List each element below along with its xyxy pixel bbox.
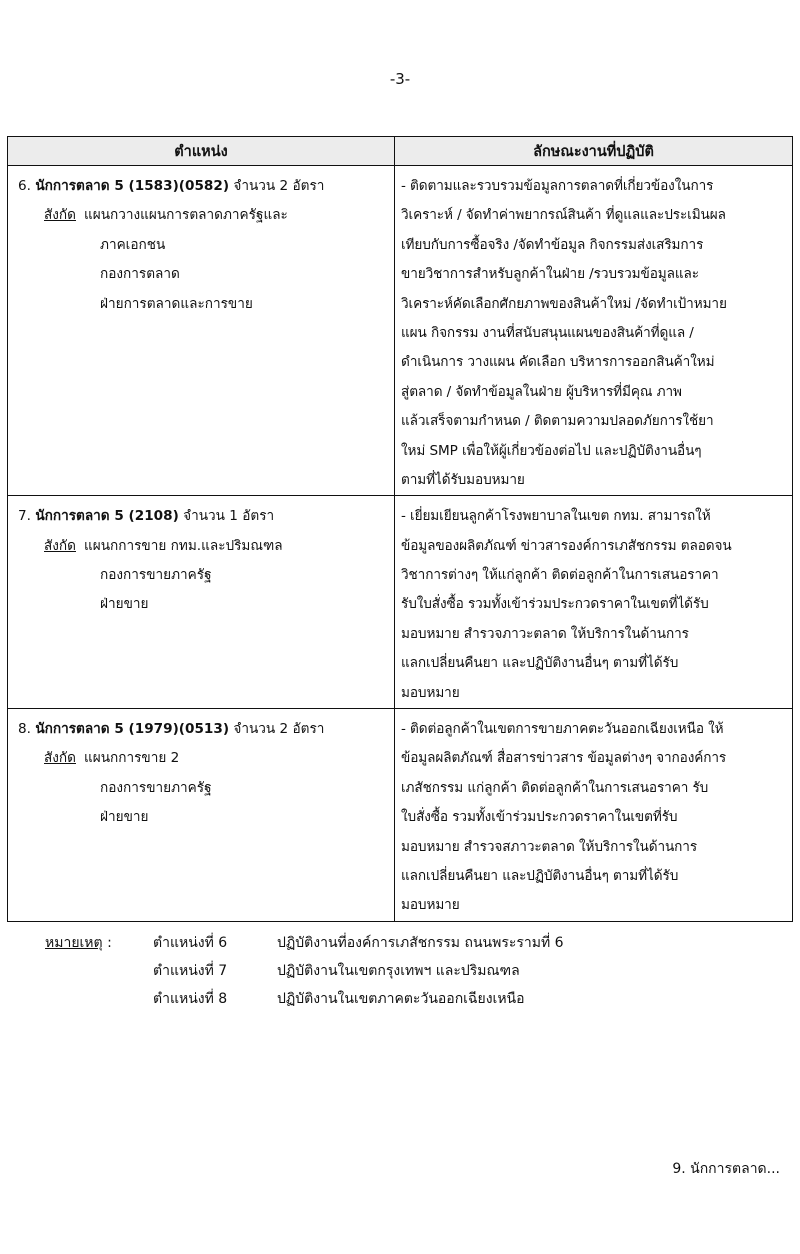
affiliation-line <box>18 590 388 619</box>
header-position: ตำแหน่ง <box>8 137 395 166</box>
duty-line: แผน กิจกรรม งานที่สนับสนุนแผนของสินค้าที่ดูแล / <box>401 324 694 341</box>
position-number: 7. <box>18 508 31 525</box>
note-text: ปฏิบัติงานในเขตภาคตะวันออกเฉียงเหนือ <box>277 991 525 1007</box>
duties-cell <box>395 166 793 496</box>
affiliation-label: สังกัด <box>44 207 76 224</box>
position-title: นักการตลาด 5 (2108) <box>35 508 179 525</box>
duty-line: มอบหมาย <box>401 897 460 914</box>
notes-label-wrap <box>45 930 153 956</box>
affiliation-text: ฝ่ายขาย <box>100 809 149 826</box>
duty-line: - เยี่ยมเยียนลูกค้าโรงพยาบาลในเขต กทม. สามารถให้ <box>401 508 711 525</box>
position-title-line <box>18 715 388 744</box>
duty-line: ข้อมูลผลิตภัณฑ์ สื่อสารข่าวสาร ข้อมูลต่างๆ จากองค์การ <box>401 750 727 767</box>
affiliation-text: ฝ่ายการตลาดและการขาย <box>100 295 253 312</box>
note-row <box>45 930 564 958</box>
affiliation-line <box>18 774 388 803</box>
position-number: 6. <box>18 178 31 194</box>
duty-line: แล้วเสร็จตามกำหนด / ติดตามความปลอดภัยการใช้ยา <box>401 413 714 430</box>
table-row <box>8 709 793 922</box>
continuation-reference: 9. นักการตลาด... <box>672 1161 780 1177</box>
affiliation-label: สังกัด <box>44 750 76 767</box>
notes-section <box>45 930 564 1014</box>
position-title: นักการตลาด 5 (1583)(0582) <box>35 178 230 194</box>
positions-table <box>7 136 793 922</box>
position-cell <box>8 496 395 709</box>
position-title-line <box>18 172 388 201</box>
affiliation-text: กองการขายภาครัฐ <box>100 567 212 584</box>
notes-label: หมายเหตุ <box>45 935 103 951</box>
note-position: ตำแหน่งที่ 6 <box>153 935 228 951</box>
duty-line: มอบหมาย สำรวจภาวะตลาด ให้บริการในด้านการ <box>401 625 689 642</box>
affiliation-line <box>18 803 388 832</box>
duty-line: - ติดตามและรวบรวมข้อมูลการตลาดที่เกี่ยวข้องในการ <box>401 178 714 194</box>
duty-line: มอบหมาย <box>401 684 460 701</box>
duty-line: วิเคราะห์คัดเลือกศักยภาพของสินค้าใหม่ /จัดทำเป้าหมาย <box>401 295 727 312</box>
affiliation-text: แผนกการขาย 2 <box>84 750 180 767</box>
page-number: -3- <box>389 70 411 88</box>
affiliation-label: สังกัด <box>44 537 76 554</box>
position-count: จำนวน 1 อัตรา <box>183 508 275 525</box>
position-title-line <box>18 502 388 531</box>
affiliation-text: ฝ่ายขาย <box>100 596 149 613</box>
note-row <box>45 986 564 1014</box>
duties-cell <box>395 709 793 922</box>
duty-line: ใบสั่งซื้อ รวมทั้งเข้าร่วมประกวดราคาในเขตที่รับ <box>401 809 678 826</box>
duty-line: วิชาการต่างๆ ให้แก่ลูกค้า ติดต่อลูกค้าในการเสนอราคา <box>401 567 719 584</box>
affiliation-line <box>18 260 388 289</box>
affiliation-text: กองการตลาด <box>100 266 180 283</box>
note-text: ปฏิบัติงานในเขตกรุงเทพฯ และปริมณฑล <box>277 963 520 979</box>
duty-line: ข้อมูลของผลิตภัณฑ์ ข่าวสารองค์การเภสัชกรรม ตลอดจน <box>401 537 732 554</box>
affiliation-line <box>18 561 388 590</box>
affiliation-line <box>18 290 388 319</box>
position-cell <box>8 709 395 922</box>
position-number: 8. <box>18 721 31 738</box>
note-row <box>45 958 564 986</box>
table-body <box>8 166 793 922</box>
duty-line: ใหม่ SMP เพื่อให้ผู้เกี่ยวข้องต่อไป และปฏิบัติงานอื่นๆ <box>401 442 702 459</box>
affiliation-line <box>18 231 388 260</box>
duty-line: ขายวิชาการสำหรับลูกค้าในฝ่าย /รวบรวมข้อมูลและ <box>401 266 699 283</box>
position-count: จำนวน 2 อัตรา <box>233 178 325 194</box>
position-cell <box>8 166 395 496</box>
affiliation-text: กองการขายภาครัฐ <box>100 779 212 796</box>
duty-line: - ติดต่อลูกค้าในเขตการขายภาคตะวันออกเฉียงเหนือ ให้ <box>401 721 724 738</box>
duty-line: เทียบกับการซื้อจริง /จัดทำข้อมูล กิจกรรมส่งเสริมการ <box>401 236 704 253</box>
header-duties: ลักษณะงานที่ปฏิบัติ <box>395 137 793 166</box>
affiliation-line <box>18 201 388 230</box>
position-title: นักการตลาด 5 (1979)(0513) <box>35 721 230 738</box>
table-row <box>8 496 793 709</box>
duty-line: มอบหมาย สำรวจสภาวะตลาด ให้บริการในด้านการ <box>401 838 698 855</box>
duty-line: แลกเปลี่ยนคืนยา และปฏิบัติงานอื่นๆ ตามที่ได้รับ <box>401 655 679 672</box>
affiliation-line <box>18 744 388 773</box>
duty-line: วิเคราะห์ / จัดทำค่าพยากรณ์สินค้า ที่ดูแลและประเมินผล <box>401 207 726 224</box>
affiliation-line <box>18 532 388 561</box>
note-position: ตำแหน่งที่ 7 <box>153 963 228 979</box>
duty-line: ดำเนินการ วางแผน คัดเลือก บริหารการออกสินค้าใหม่ <box>401 354 715 371</box>
duties-cell <box>395 496 793 709</box>
duty-line: แลกเปลี่ยนคืนยา และปฏิบัติงานอื่นๆ ตามที่ได้รับ <box>401 867 679 884</box>
position-count: จำนวน 2 อัตรา <box>233 721 325 738</box>
note-position: ตำแหน่งที่ 8 <box>153 991 228 1007</box>
table-row <box>8 166 793 496</box>
duty-line: รับใบสั่งซื้อ รวมทั้งเข้าร่วมประกวดราคาในเขตที่ได้รับ <box>401 596 709 613</box>
affiliation-text: แผนกวางแผนการตลาดภาครัฐและ <box>84 207 288 224</box>
duty-line: ตามที่ได้รับมอบหมาย <box>401 471 525 488</box>
note-text: ปฏิบัติงานที่องค์การเภสัชกรรม ถนนพระรามที่ 6 <box>277 935 564 951</box>
affiliation-text: แผนกการขาย กทม.และปริมณฑล <box>84 537 283 554</box>
duty-line: สู่ตลาด / จัดทำข้อมูลในฝ่าย ผู้บริหารที่มีคุณ ภาพ <box>401 383 682 400</box>
table-header-row <box>8 137 793 166</box>
duty-line: เภสัชกรรม แก่ลูกค้า ติดต่อลูกค้าในการเสนอราคา รับ <box>401 779 709 796</box>
affiliation-text: ภาคเอกชน <box>100 236 166 253</box>
notes-separator: : <box>107 935 112 951</box>
